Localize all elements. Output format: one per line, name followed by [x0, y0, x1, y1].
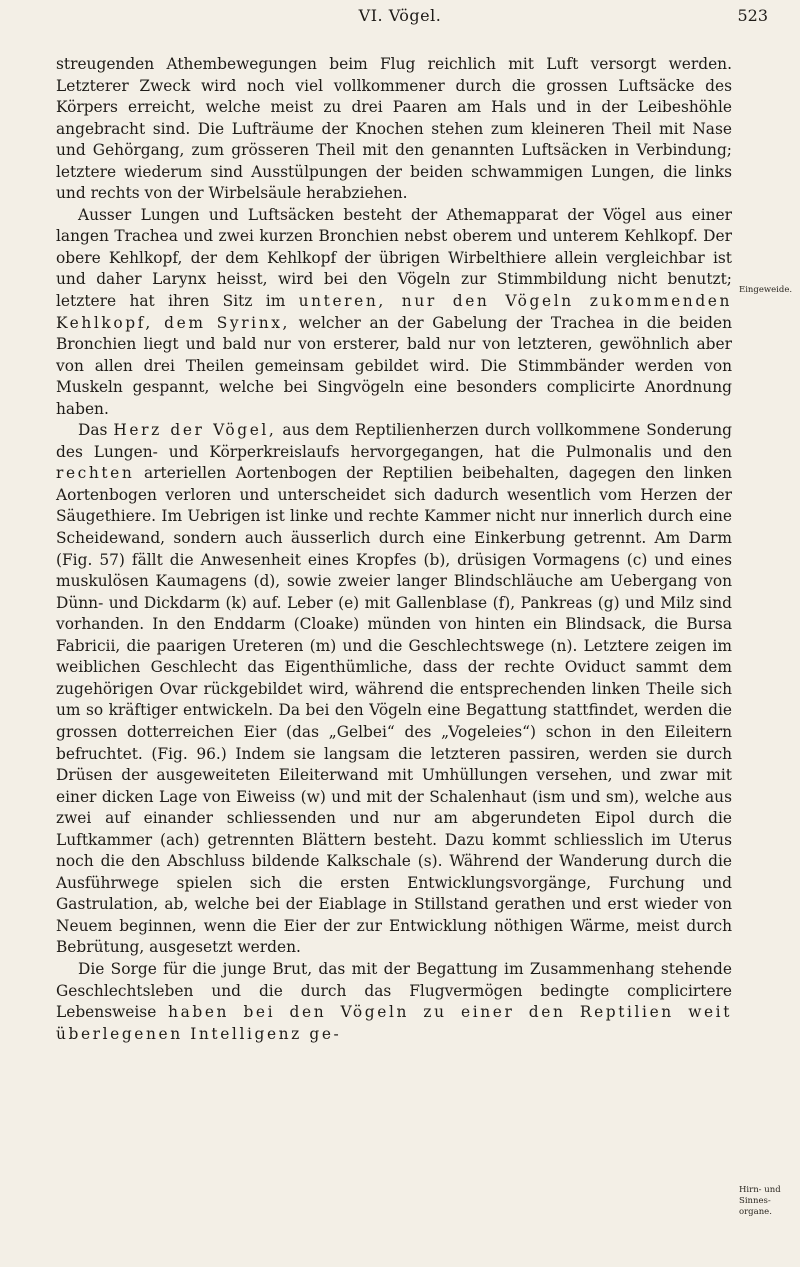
margin-note-hirn-und-sinnesorgane: Hirn- und Sinnes- organe.: [739, 1185, 781, 1217]
paragraph-2: [56, 205, 732, 420]
paragraph-3-part-c: arteriellen Aortenbogen der Reptilien beibehalten, dagegen den linken Aortenbogen verloren und unterscheidet sich dadurch wesentlich vom Herzen der Säugethiere. Im Uebrigen ist linke und rechte Kammer nicht nur innerlich durch eine Scheidewand, sondern auch äusserlich durch eine Einkerbung getrennt. Am Darm (Fig. 57) fällt die Anwesenheit eines Kropfes (b), drüsigen Vormagens (c) und eines muskulösen Kaumagens (d), sowie zweier langer Blindschläuche am Uebergang von Dünn- und Dickdarm (k) auf. Leber (e) mit Gallenblase (f), Pankreas (g) und Milz sind vorhanden. In den Enddarm (Cloake) münden von hinten ein Blindsack, die Bursa Fabricii, die paarigen Ureteren (m) und die Geschlechtswege (n). Letztere zeigen im weiblichen Geschlecht das Eigenthümliche, dass der rechte Oviduct sammt dem zugehörigen Ovar rückgebildet wird, während die entsprechenden linken Theile sich um so kräftiger entwickeln. Da bei den Vögeln eine Begattung stattfindet, werden die grossen dotterreichen Eier (das „Gelbei“ des „Vogeleies“) schon in den Eileitern befruchtet. (Fig. 96.) Indem sie langsam die letzteren passiren, werden sie durch Drüsen der ausgeweiteten Eileiterwand mit Umhüllungen versehen, und zwar mit einer dicken Lage von Eiweiss (w) und mit der Schalenhaut (ism und sm), welche aus zwei auf einander schliessenden und nur am abgerundeten Eipol durch die Luftkammer (ach) getrennten Blättern besteht. Dazu kommt schliesslich im Uterus noch die den Abschluss bildende Kalkschale (s). Während der Wanderung durch die Ausführwege spielen sich die ersten Entwicklungsvorgänge, Furchung und Gastrulation, ab, welche bei der Eiablage in Stillstand gerathen und erst wieder von Neuem beginnen, wenn die Eier der zur Entwicklung nöthigen Wärme, meist durch Bebrütung, ausgesetzt werden.: [56, 464, 732, 957]
margin-note-eingeweide: Eingeweide.: [739, 285, 793, 295]
paragraph-4: [56, 959, 732, 1045]
paragraph-1: streugenden Athembewegungen beim Flug reichlich mit Luft versorgt werden. Letzterer Zweck wird noch viel vollkommener durch die grossen Luftsäcke des Körpers erreicht, welche meist zu drei Paaren am Hals und in der Leibeshöhle angebracht sind. Die Lufträume der Knochen stehen zum kleineren Theil mit Nase und Gehörgang, zum grösseren Theil mit den genannten Luftsäcken in Verbindung; letztere wiederum sind Ausstülpungen der beiden schwammigen Lungen, die links und rechts von der Wirbelsäule herabziehen.: [56, 55, 732, 203]
chapter-title: VI. Vögel.: [358, 6, 442, 25]
paragraph-3-spaced-emphasis-2: rechten: [56, 464, 135, 483]
paragraph-2-part-b: welcher an der Gabelung der Trachea in die beiden Bronchien liegt und bald nur von ersterer, bald nur von letzteren, gewöhnlich aber von allen drei Theilen gemeinsam gebildet wird. Die Stimmbänder werden von Muskeln gespannt, welche bei Singvögeln eine besonders complicirte Anordnung haben.: [56, 313, 732, 418]
paragraph-3-spaced-emphasis-1: Herz der Vögel,: [113, 421, 277, 440]
page-number: 523: [737, 6, 768, 25]
running-head: [0, 6, 800, 30]
paragraph-2-spaced-emphasis: unteren, nur den Vögeln zukommenden Kehlkopf, dem Syrinx,: [56, 292, 732, 332]
paragraph-3-part-a: Das: [78, 421, 114, 440]
paragraph-4-spaced-emphasis: haben bei den Vögeln zu einer den Reptilien weit überlegenen Intelligenz ge-: [56, 1003, 732, 1043]
paragraph-3: [56, 420, 732, 959]
paragraph-4-part-a: Die Sorge für die junge Brut, das mit der Begattung im Zusammenhang stehende Geschlechtsleben und die durch das Flugvermögen bedingte complicirtere Lebensweise: [56, 959, 732, 1022]
body-text: [56, 54, 732, 1045]
paragraph-2-part-a: Ausser Lungen und Luftsäcken besteht der Athemapparat der Vögel aus einer langen Trachea und zwei kurzen Bronchien nebst oberem und unterem Kehlkopf. Der obere Kehlkopf, der dem Kehlkopf der übrigen Wirbelthiere allein vergleichbar ist und daher Larynx heisst, wird bei den Vögeln zur Stimmbildung nicht benutzt; letztere hat ihren Sitz im: [56, 205, 732, 311]
paragraph-3-part-b: aus dem Reptilienherzen durch vollkommene Sonderung des Lungen- und Körperkreislaufs hervorgegangen, hat die Pulmonalis und den: [56, 421, 732, 461]
